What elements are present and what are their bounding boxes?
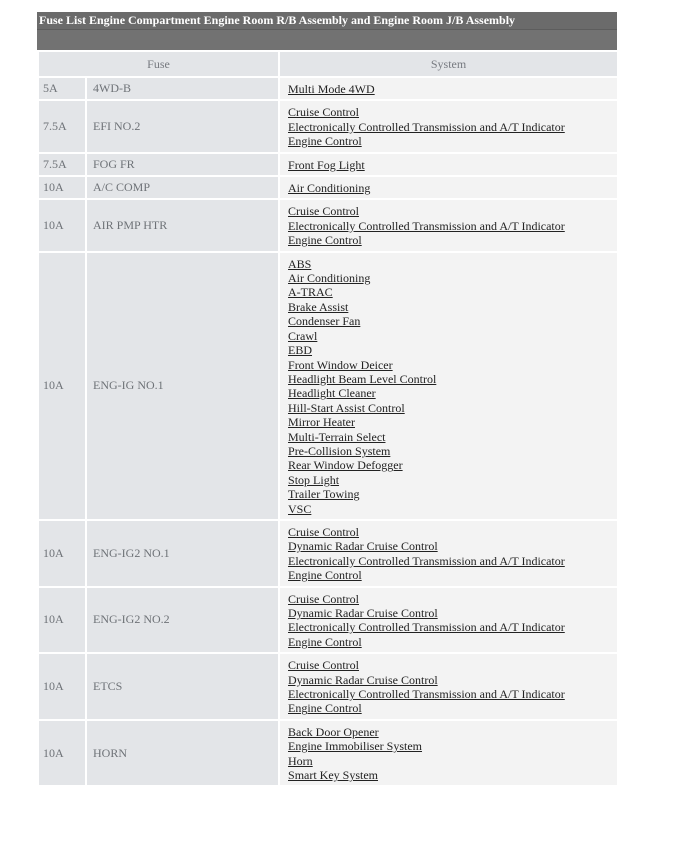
fuse-column-header: Fuse bbox=[38, 51, 279, 77]
fuse-name: ENG-IG2 NO.2 bbox=[86, 587, 279, 654]
system-link[interactable]: Cruise Control bbox=[288, 105, 360, 120]
system-link[interactable]: Multi Mode 4WD bbox=[288, 82, 375, 96]
system-link[interactable]: Crawl bbox=[288, 328, 318, 343]
system-link[interactable]: Electronically Controlled Transmission and A/T Indicator bbox=[288, 620, 565, 635]
fuse-amperage: 7.5A bbox=[38, 153, 86, 176]
table-row bbox=[38, 720, 618, 787]
fuse-name: A/C COMP bbox=[86, 176, 279, 199]
table-row bbox=[38, 199, 618, 251]
system-link[interactable]: Brake Assist bbox=[288, 299, 349, 314]
system-link[interactable]: Pre-Collision System bbox=[288, 443, 391, 458]
system-link[interactable]: Rear Window Defogger bbox=[288, 458, 403, 473]
table-row bbox=[38, 520, 618, 587]
system-link[interactable]: Dynamic Radar Cruise Control bbox=[288, 539, 438, 554]
fuse-name: HORN bbox=[86, 720, 279, 787]
system-link[interactable]: Cruise Control bbox=[288, 591, 360, 606]
table-row bbox=[38, 252, 618, 520]
fuse-table bbox=[37, 50, 619, 787]
system-link[interactable]: Headlight Cleaner bbox=[288, 386, 376, 401]
system-link[interactable]: Electronically Controlled Transmission and A/T Indicator bbox=[288, 218, 565, 233]
fuse-amperage: 10A bbox=[38, 176, 86, 199]
system-link[interactable]: Back Door Opener bbox=[288, 724, 379, 739]
fuse-amperage: 10A bbox=[38, 252, 86, 520]
system-link[interactable]: Headlight Beam Level Control bbox=[288, 371, 437, 386]
system-link[interactable]: Air Conditioning bbox=[288, 181, 371, 196]
system-list bbox=[279, 587, 618, 654]
system-link[interactable]: Engine Control bbox=[288, 701, 362, 716]
fuse-amperage: 10A bbox=[38, 720, 86, 787]
title-subbar bbox=[37, 29, 617, 50]
system-link[interactable]: Front Window Deicer bbox=[288, 357, 393, 372]
fuse-name: ENG-IG2 NO.1 bbox=[86, 520, 279, 587]
system-link[interactable]: Hill-Start Assist Control bbox=[288, 400, 405, 415]
table-header-row bbox=[38, 51, 618, 77]
system-link[interactable]: Air Conditioning bbox=[288, 271, 371, 286]
fuse-table-body bbox=[38, 77, 618, 786]
system-list bbox=[279, 176, 618, 199]
table-row bbox=[38, 176, 618, 199]
system-link[interactable]: Engine Control bbox=[288, 233, 362, 248]
system-link[interactable]: Electronically Controlled Transmission and A/T Indicator bbox=[288, 553, 565, 568]
system-link[interactable]: Dynamic Radar Cruise Control bbox=[288, 672, 438, 687]
system-list bbox=[279, 720, 618, 787]
system-link[interactable]: Smart Key System bbox=[288, 768, 379, 783]
system-link[interactable]: Engine Control bbox=[288, 634, 362, 649]
system-link[interactable]: Condenser Fan bbox=[288, 314, 361, 329]
system-link[interactable]: Mirror Heater bbox=[288, 415, 355, 430]
fuse-amperage: 10A bbox=[38, 653, 86, 720]
system-link[interactable]: A-TRAC bbox=[288, 285, 333, 300]
system-link[interactable]: VSC bbox=[288, 501, 312, 516]
system-list bbox=[279, 77, 618, 100]
system-link[interactable]: Cruise Control bbox=[288, 524, 360, 539]
fuse-amperage: 10A bbox=[38, 520, 86, 587]
system-link[interactable]: Cruise Control bbox=[288, 658, 360, 673]
fuse-name: ETCS bbox=[86, 653, 279, 720]
system-list bbox=[279, 252, 618, 520]
system-list bbox=[279, 199, 618, 251]
fuse-amperage: 10A bbox=[38, 587, 86, 654]
system-link[interactable]: ABS bbox=[288, 256, 312, 271]
system-list bbox=[279, 100, 618, 152]
system-link[interactable]: Cruise Control bbox=[288, 204, 360, 219]
system-link[interactable]: Engine Control bbox=[288, 568, 362, 583]
system-link[interactable]: Horn bbox=[288, 753, 313, 768]
fuse-name: ENG-IG NO.1 bbox=[86, 252, 279, 520]
system-link[interactable]: Stop Light bbox=[288, 472, 340, 487]
fuse-name: 4WD-B bbox=[86, 77, 279, 100]
table-row bbox=[38, 100, 618, 152]
fuse-name: AIR PMP HTR bbox=[86, 199, 279, 251]
system-list bbox=[279, 520, 618, 587]
fuse-amperage: 10A bbox=[38, 199, 86, 251]
table-row bbox=[38, 587, 618, 654]
system-link[interactable]: Electronically Controlled Transmission and A/T Indicator bbox=[288, 687, 565, 702]
fuse-list-document bbox=[37, 12, 617, 787]
table-row bbox=[38, 153, 618, 176]
system-link[interactable]: Engine Immobiliser System bbox=[288, 739, 423, 754]
document-title: Fuse List Engine Compartment Engine Room R/B Assembly and Engine Room J/B Assembly bbox=[37, 12, 617, 29]
fuse-amperage: 5A bbox=[38, 77, 86, 100]
fuse-amperage: 7.5A bbox=[38, 100, 86, 152]
system-link[interactable]: Engine Control bbox=[288, 134, 362, 149]
table-row bbox=[38, 77, 618, 100]
system-list bbox=[279, 153, 618, 176]
system-link[interactable]: Electronically Controlled Transmission and A/T Indicator bbox=[288, 119, 565, 134]
table-row bbox=[38, 653, 618, 720]
fuse-name: EFI NO.2 bbox=[86, 100, 279, 152]
system-link[interactable]: Front Fog Light bbox=[288, 157, 365, 172]
system-link[interactable]: Dynamic Radar Cruise Control bbox=[288, 606, 438, 620]
fuse-name: FOG FR bbox=[86, 153, 279, 176]
system-link[interactable]: Multi-Terrain Select bbox=[288, 429, 386, 444]
system-list bbox=[279, 653, 618, 720]
system-link[interactable]: EBD bbox=[288, 343, 313, 358]
system-column-header: System bbox=[279, 51, 618, 77]
system-link[interactable]: Trailer Towing bbox=[288, 487, 360, 502]
